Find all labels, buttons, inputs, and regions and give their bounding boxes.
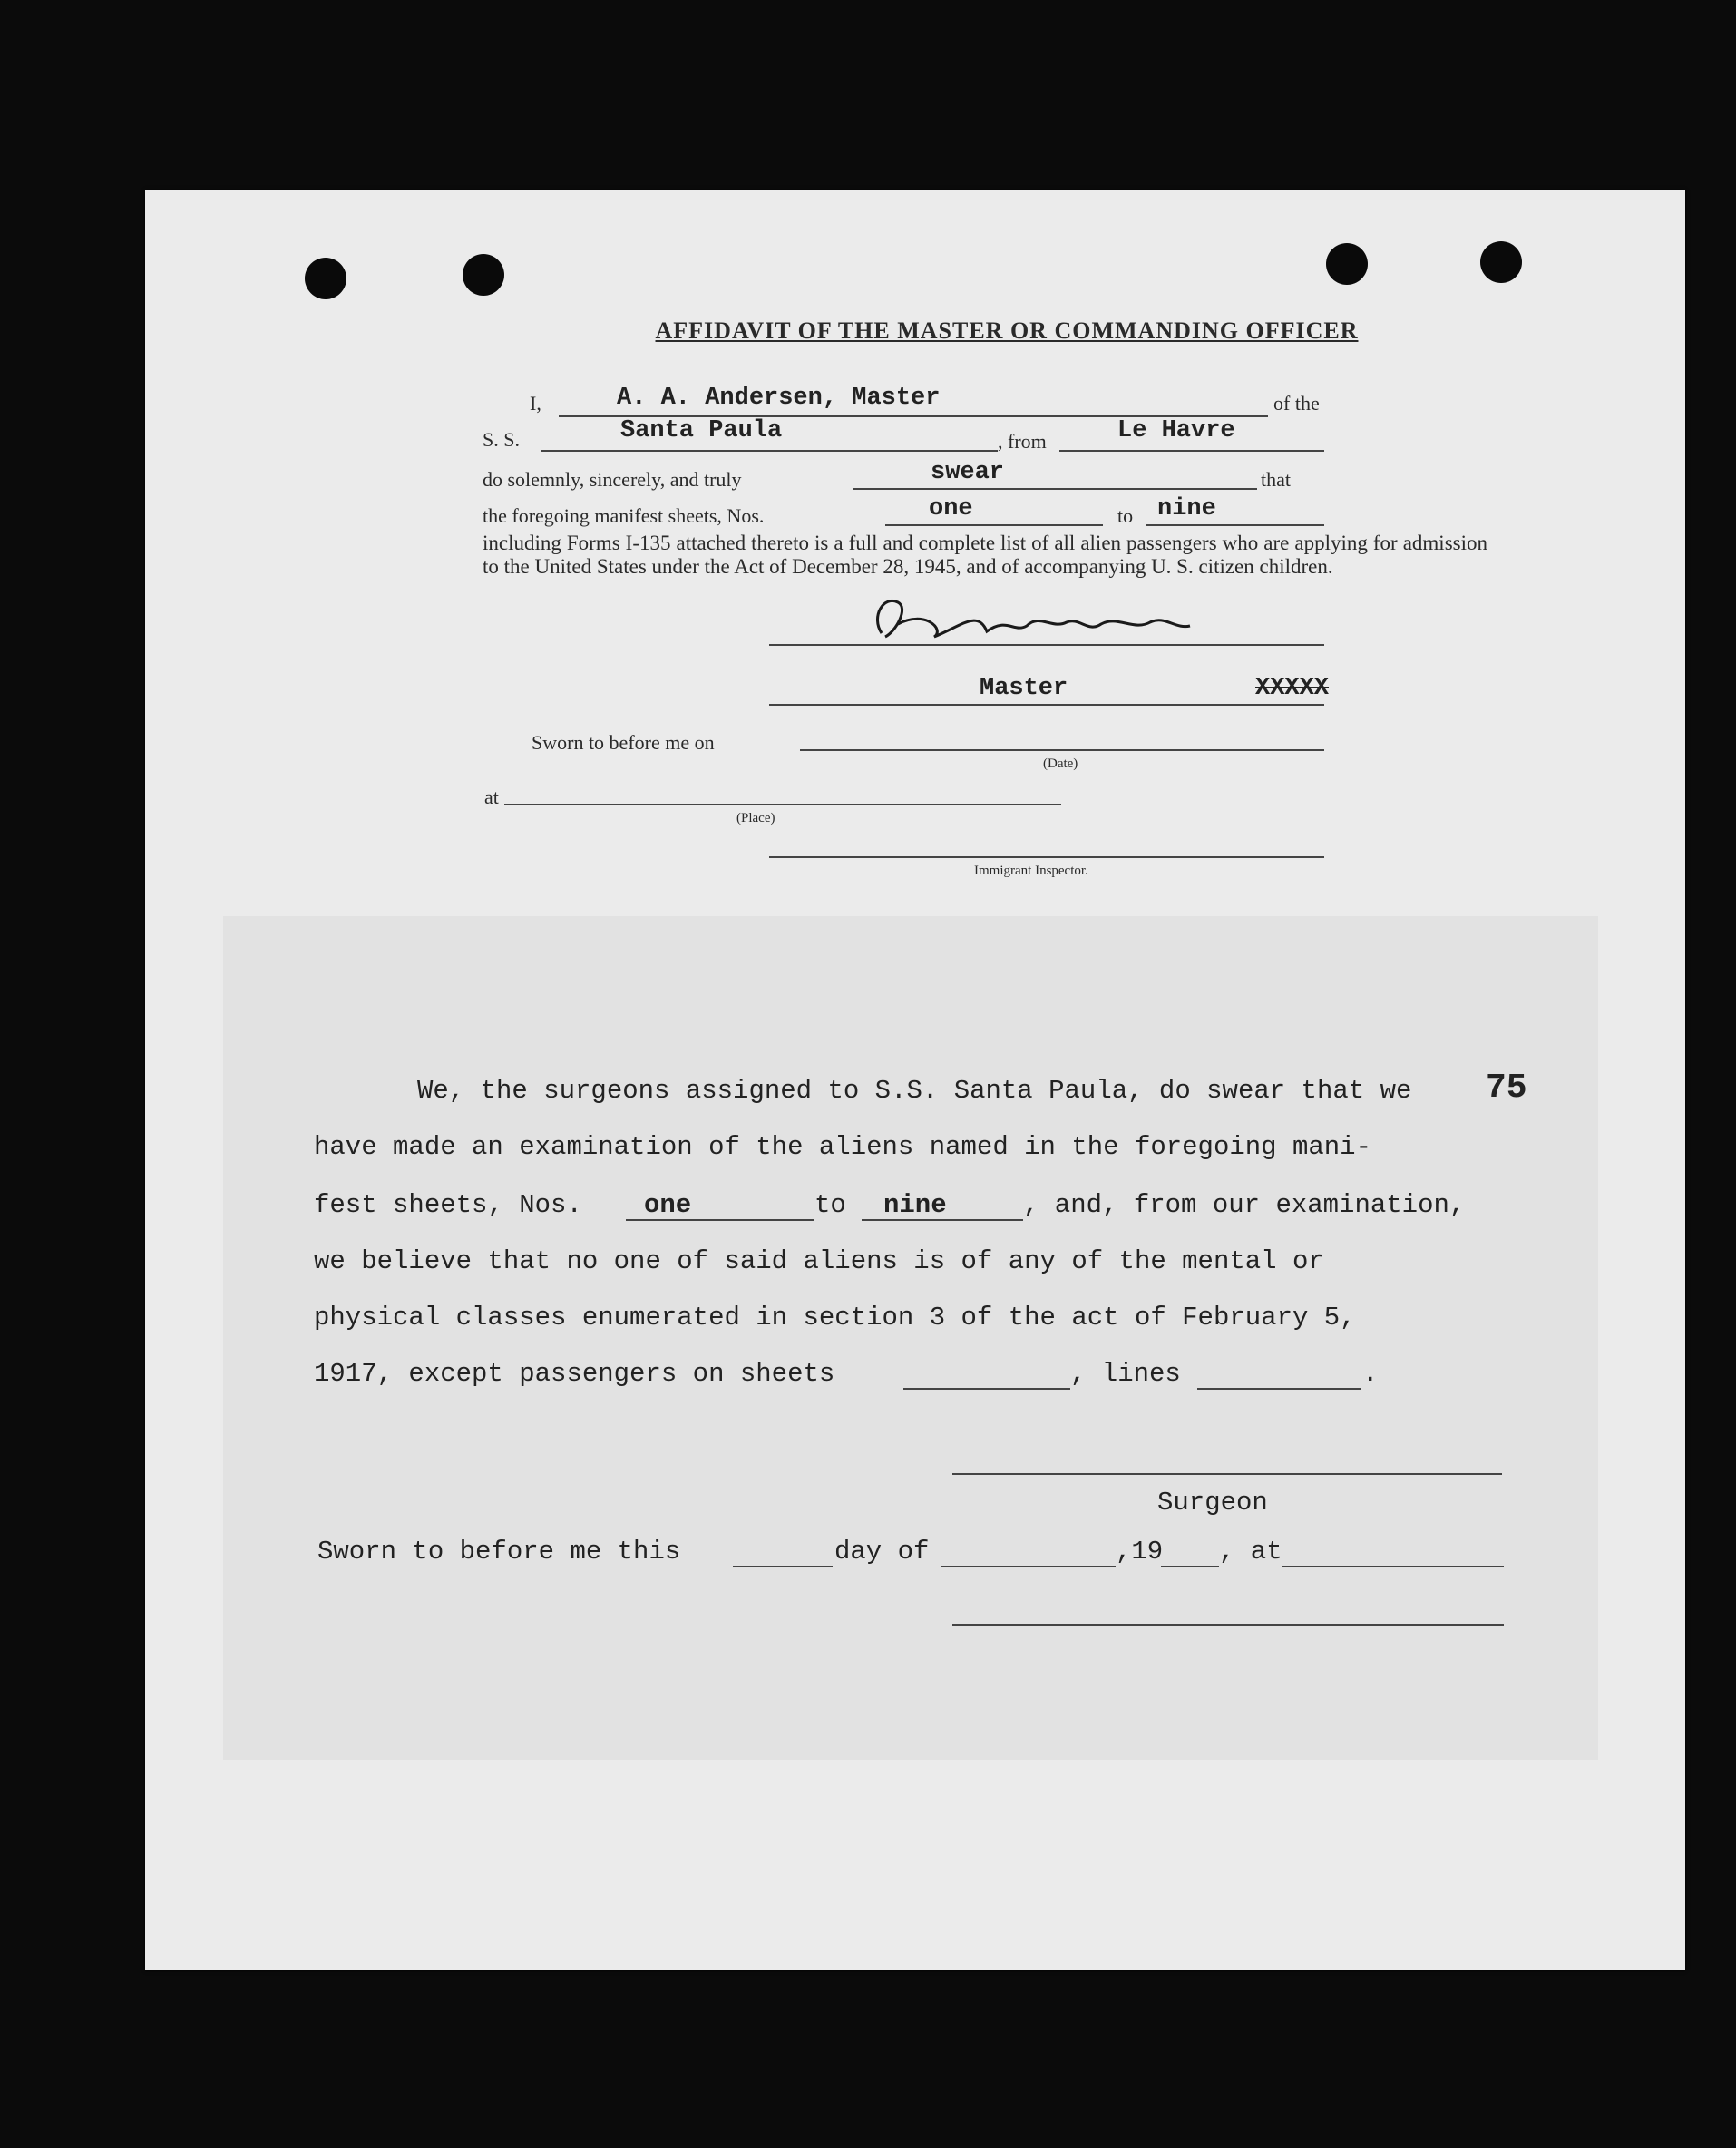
master-name: A. A. Andersen, Master [617, 385, 941, 412]
surgeon-line-3a: fest sheets, Nos. [314, 1190, 582, 1220]
affidavit-body: including Forms I-135 attached thereto is a full and complete list of all alien passengers who are applying for admission to the United States under the Act of December 28, 1945, and of accompanying U. S. citizen children. [483, 532, 1487, 578]
sheets-blank-line [903, 1388, 1070, 1390]
to-label: to [1117, 504, 1134, 527]
crossed-out-text: XXXXX [1255, 675, 1330, 702]
sheet-from-line [885, 524, 1103, 526]
surgeon-sworn-d: , at [1219, 1537, 1282, 1567]
document-page [145, 190, 1685, 1970]
oath-line [853, 488, 1257, 490]
surgeon-line-3c: , and, from our examination, [1023, 1190, 1466, 1220]
surgeon-line-6b: , lines [1070, 1359, 1181, 1389]
ship-name-line [541, 450, 998, 452]
place-line [504, 804, 1061, 806]
surgeon-sheet-from: one [644, 1190, 692, 1220]
solemn-text: do solemnly, sincerely, and truly [483, 468, 742, 491]
that-label: that [1261, 468, 1291, 491]
surgeon-line-6c: . [1362, 1359, 1379, 1389]
month-blank-line [941, 1566, 1116, 1567]
official-signature-line [952, 1624, 1504, 1626]
surgeon-sworn-c: ,19 [1116, 1537, 1164, 1567]
sworn-text: Sworn to before me on [532, 731, 715, 754]
signature-line [769, 644, 1324, 646]
surgeon-line-5: physical classes enumerated in section 3 of the act of February 5, [314, 1303, 1356, 1333]
inspector-label: Immigrant Inspector. [974, 864, 1088, 878]
surgeon-sheet-to: nine [883, 1190, 947, 1220]
oath-word: swear [931, 459, 1005, 486]
sheet-from: one [929, 495, 973, 522]
date-line [800, 749, 1324, 751]
line1-prefix: I, [530, 392, 541, 415]
port-line [1059, 450, 1324, 452]
affidavit-title: AFFIDAVIT OF THE MASTER OR COMMANDING OFFICER [655, 317, 1359, 344]
surgeon-line-1: We, the surgeons assigned to S.S. Santa Paula, do swear that we [417, 1076, 1412, 1106]
punch-hole [463, 254, 504, 296]
surgeon-certificate [223, 916, 1598, 1760]
punch-hole [305, 258, 346, 299]
surgeon-line-6a: 1917, except passengers on sheets [314, 1359, 835, 1389]
date-label: (Date) [1043, 757, 1078, 771]
place-label: (Place) [736, 811, 775, 825]
sheet-to-line [1146, 524, 1324, 526]
surgeon-signature-line [952, 1473, 1502, 1475]
master-title: Master [980, 675, 1068, 702]
surgeon-sworn-b: day of [834, 1537, 930, 1567]
day-blank-line [733, 1566, 833, 1567]
ss-prefix: S. S. [483, 428, 520, 451]
punch-hole [1480, 241, 1522, 283]
surgeon-line-4: we believe that no one of said aliens is of any of the mental or [314, 1246, 1324, 1276]
place-blank-line [1282, 1566, 1504, 1567]
of-the-label: of the [1273, 392, 1320, 415]
from-label: , from [998, 430, 1047, 453]
page-number: 75 [1486, 1069, 1527, 1108]
sheet-to: nine [1157, 495, 1216, 522]
year-blank-line [1161, 1566, 1219, 1567]
inspector-line [769, 856, 1324, 858]
manifest-text: the foregoing manifest sheets, Nos. [483, 504, 765, 527]
at-label: at [484, 786, 499, 808]
title-line [769, 704, 1324, 706]
surgeon-label: Surgeon [1157, 1488, 1268, 1518]
surgeon-sworn-a: Sworn to before me this [317, 1537, 681, 1567]
punch-hole [1326, 243, 1368, 285]
surgeon-line-2: have made an examination of the aliens named in the foregoing mani- [314, 1132, 1371, 1162]
port-name: Le Havre [1117, 417, 1235, 444]
surgeon-line-3b: to [814, 1190, 846, 1220]
lines-blank-line [1197, 1388, 1361, 1390]
ship-name: Santa Paula [620, 417, 783, 444]
